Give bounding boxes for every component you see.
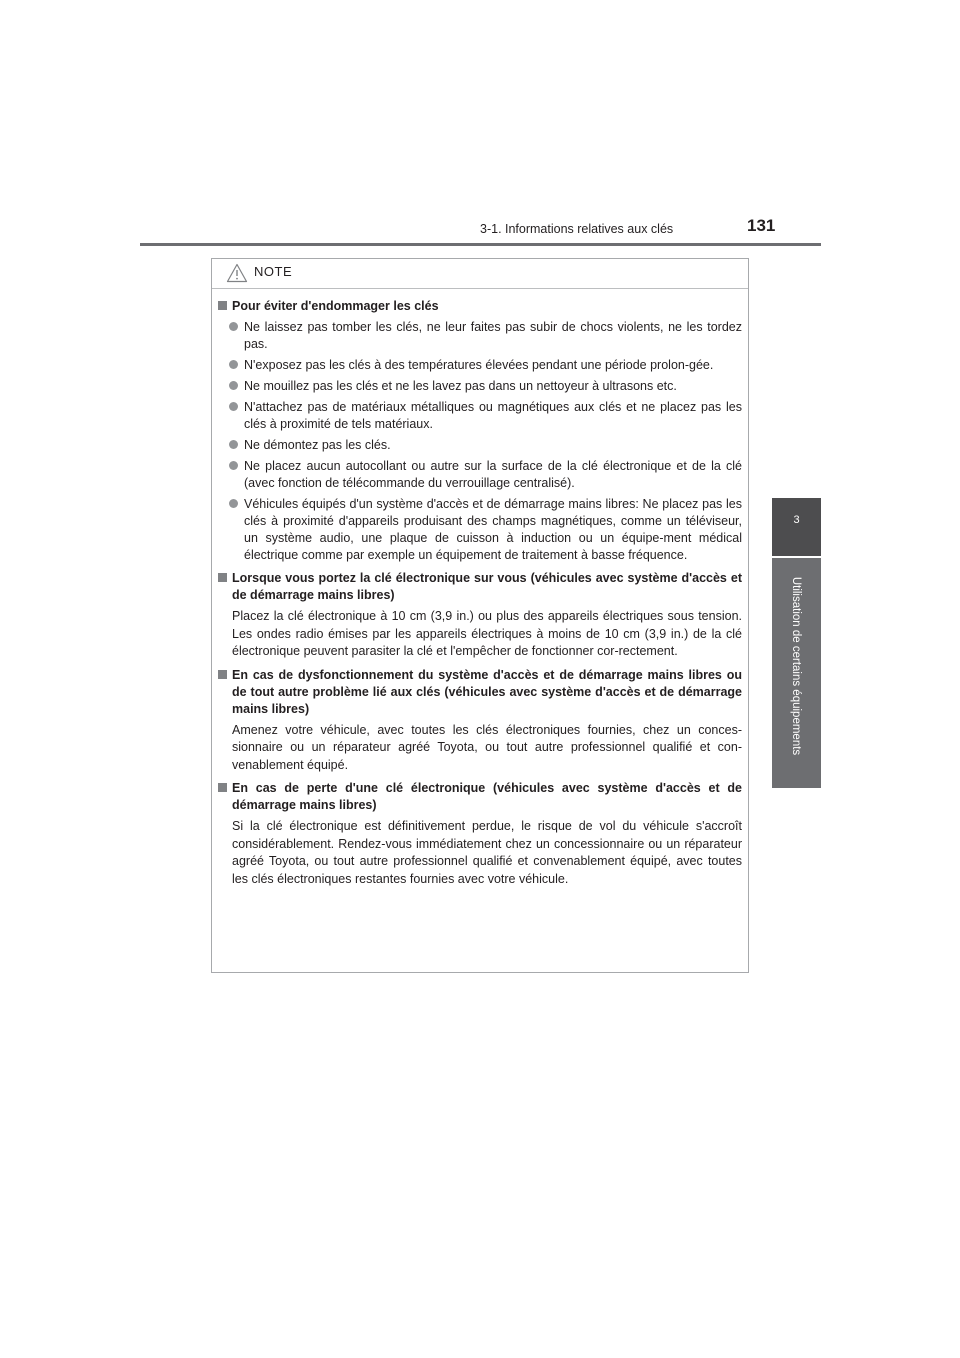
- list-item: Ne laissez pas tomber les clés, ne leur faites pas subir de chocs violents, ne les tordez pas.: [218, 319, 742, 353]
- round-bullet-icon: [229, 402, 238, 411]
- section-header: 3-1. Informations relatives aux clés: [480, 222, 674, 236]
- list-item: N'attachez pas de matériaux métalliques ou magnétiques aux clés et ne placez pas les clés à proximité de tels matériaux.: [218, 399, 742, 433]
- chapter-tab-number: 3: [772, 498, 821, 556]
- section-text: Placez la clé électronique à 10 cm (3,9 in.) ou plus des appareils électriques sous tension. Les ondes radio émises par les appareils électriques à moins de 10 cm (3,9 in.) de la clé électronique peuvent parasiter la clé et l'empêcher de fonctionner cor-rectement.: [232, 609, 742, 658]
- chapter-tab-title: Utilisation de certains équipements: [790, 576, 802, 756]
- list-item: Véhicules équipés d'un système d'accès et de démarrage mains libres: Ne placez pas les clés à proximité d'appareils produisant des champs magnétiques, comme un téléviseur, un système audio, une plaque de cuisson à induction ou un équipe-ment médical électrique comme par exemple un équipement de traitement à basse fréquence.: [218, 496, 742, 564]
- round-bullet-icon: [229, 440, 238, 449]
- header-divider: [140, 243, 821, 246]
- section-heading: Lorsque vous portez la clé électronique sur vous (véhicules avec système d'accès et de démarrage mains libres): [218, 570, 742, 604]
- warning-triangle-icon: [226, 263, 248, 283]
- list-item: N'exposez pas les clés à des températures élevées pendant une période prolon-gée.: [218, 357, 742, 374]
- note-box: [211, 258, 749, 973]
- square-bullet-icon: [218, 573, 227, 582]
- section-heading: En cas de dysfonctionnement du système d'accès et de démarrage mains libres ou de tout autre problème lié aux clés (véhicules avec système d'accès et de démarrage mains libres): [218, 667, 742, 718]
- round-bullet-icon: [229, 322, 238, 331]
- round-bullet-icon: [229, 499, 238, 508]
- round-bullet-icon: [229, 360, 238, 369]
- round-bullet-icon: [229, 381, 238, 390]
- list-item: Ne placez aucun autocollant ou autre sur la surface de la clé électronique et de la clé (avec fonction de télécommande du verrouillage centralisé).: [218, 458, 742, 492]
- square-bullet-icon: [218, 301, 227, 310]
- list-item: Ne démontez pas les clés.: [218, 437, 742, 454]
- page-number: 131: [747, 216, 776, 235]
- section-text: Amenez votre véhicule, avec toutes les clés électroniques fournies, chez un conces-sionnaire ou un réparateur agréé Toyota, ou tout autre professionnel qualifié et con-venablement équipé.: [232, 722, 742, 772]
- note-title: NOTE: [254, 264, 293, 279]
- section-heading: Pour éviter d'endommager les clés: [218, 298, 742, 315]
- note-body: [212, 289, 748, 888]
- note-header: [212, 259, 748, 289]
- list-item: Ne mouillez pas les clés et ne les lavez pas dans un nettoyeur à ultrasons etc.: [218, 378, 742, 395]
- section-text: Si la clé électronique est définitivement perdue, le risque de vol du véhicule s'accroît considérablement. Rendez-vous immédiatement chez un concessionnaire ou un réparateur agréé Toyota, ou tout autre professionnel qualifié et convenablement équipé, avec toutes les clés électroniques restantes fournies avec votre véhicule.: [232, 819, 742, 886]
- section-heading: En cas de perte d'une clé électronique (véhicules avec système d'accès et de démarrage mains libres): [218, 780, 742, 814]
- square-bullet-icon: [218, 670, 227, 679]
- round-bullet-icon: [229, 461, 238, 470]
- square-bullet-icon: [218, 783, 227, 792]
